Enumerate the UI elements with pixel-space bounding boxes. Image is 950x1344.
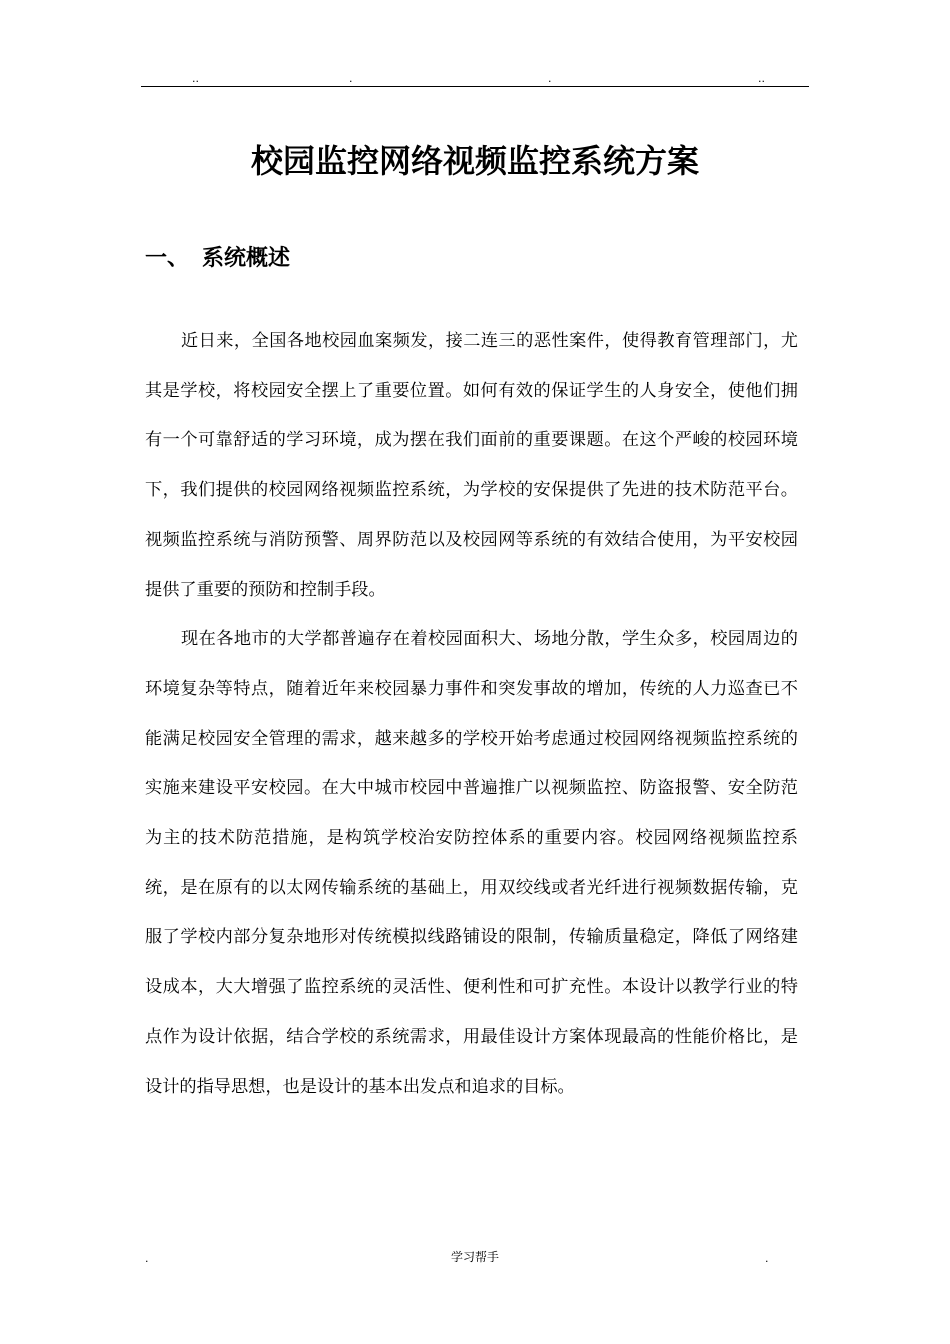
- section-title: 系统概述: [202, 246, 291, 271]
- page-footer: [0, 1248, 950, 1270]
- header-mark-2: .: [349, 72, 353, 85]
- header-divider: [141, 86, 809, 87]
- body-text: [145, 317, 798, 1112]
- header-mark-3: .: [548, 72, 552, 85]
- page-header: [0, 72, 950, 86]
- section-heading: [145, 242, 290, 276]
- footer-right-mark: .: [765, 1252, 769, 1265]
- document-title: 校园监控网络视频监控系统方案: [250, 142, 699, 180]
- paragraph-1: 近日来，全国各地校园血案频发，接二连三的恶性案件，使得教育管理部门，尤其是学校，将校园安全摆上了重要位置。如何有效的保证学生的人身安全，使他们拥有一个可靠舒适的学习环境，成为摆在我们面前的重要课题。在这个严峻的校园环境下，我们提供的校园网络视频监控系统，为学校的安保提供了先进的技术防范平台。视频监控系统与消防预警、周界防范以及校园网等系统的有效结合使用，为平安校园提供了重要的预防和控制手段。: [145, 331, 798, 600]
- footer-left-mark: .: [145, 1252, 149, 1265]
- section-number: 一、: [145, 246, 190, 271]
- paragraph-2: 现在各地市的大学都普遍存在着校园面积大、场地分散，学生众多，校园周边的环境复杂等特点，随着近年来校园暴力事件和突发事故的增加，传统的人力巡查已不能满足校园安全管理的需求，越来越多的学校开始考虑通过校园网络视频监控系统的实施来建设平安校园。在大中城市校园中普遍推广以视频监控、防盗报警、安全防范为主的技术防范措施，是构筑学校治安防控体系的重要内容。校园网络视频监控系统，是在原有的以太网传输系统的基础上，用双绞线或者光纤进行视频数据传输，克服了学校内部分复杂地形对传统模拟线路铺设的限制，传输质量稳定，降低了网络建设成本，大大增强了监控系统的灵活性、便利性和可扩充性。本设计以教学行业的特点作为设计依据，结合学校的系统需求，用最佳设计方案体现最高的性能价格比，是设计的指导思想，也是设计的基本出发点和追求的目标。: [145, 629, 798, 1097]
- footer-center-text: 学习帮手: [450, 1250, 499, 1264]
- header-mark-4: ..: [758, 72, 765, 85]
- header-mark-1: ..: [192, 72, 199, 85]
